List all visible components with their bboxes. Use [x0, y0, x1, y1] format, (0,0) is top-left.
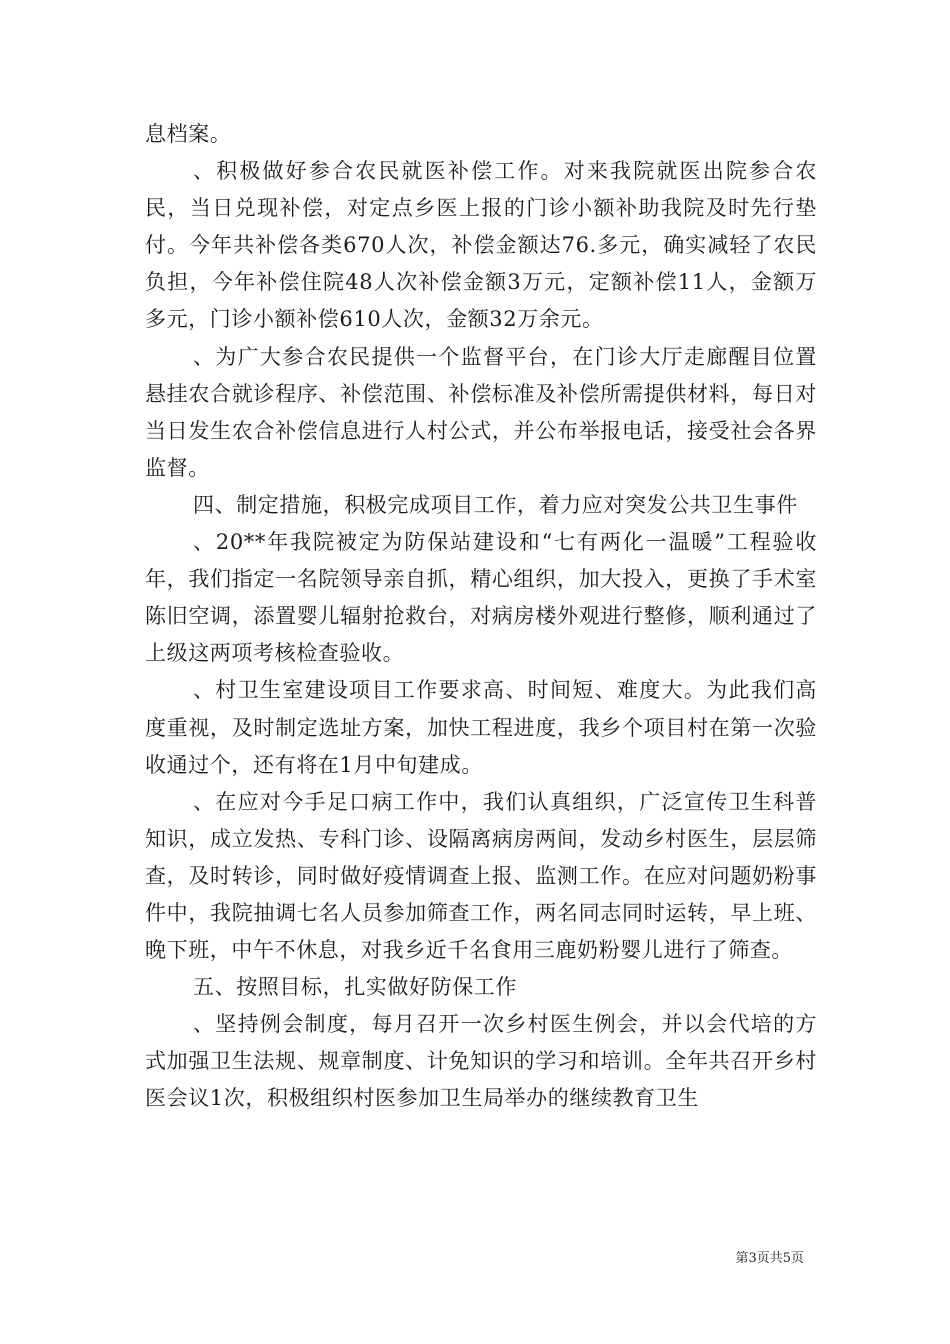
paragraph: 、在应对今手足口病工作中，我们认真组织，广泛宣传卫生科普知识，成立发热、专科门诊、设隔离病房两间，发动乡村医生，层层筛查，及时转诊，同时做好疫情调查上报、监测工作。在应对问题奶粉事件中，我院抽调七名人员参加筛查工作，两名同志同时运转，早上班、晚下班，中午不休息，对我乡近千名食用三鹿奶粉婴儿进行了筛查。 — [145, 789, 817, 963]
section-heading: 四、制定措施，积极完成项目工作，着力应对突发公共卫生事件 — [193, 492, 798, 517]
section-heading: 五、按照目标，扎实做好防保工作 — [193, 975, 517, 1000]
paragraph: 、20**年我院被定为防保站建设和“七有两化一温暖”工程验收年，我们指定一名院领导亲自抓，精心组织，加大投入，更换了手术室陈旧空调，添置婴儿辐射抢救台，对病房楼外观进行整修，顺利通过了上级这两项考核检查验收。 — [145, 530, 817, 666]
paragraph-continuation: 息档案。 — [145, 122, 232, 146]
paragraph: 、积极做好参合农民就医补偿工作。对来我院就医出院参合农民，当日兑现补偿，对定点乡医上报的门诊小额补助我院及时先行垫付。今年共补偿各类670人次，补偿金额达76.多元，确实减轻了农民负担，今年补偿住院48人次补偿金额3万元，定额补偿11人，金额万多元，门诊小额补偿610人次，金额32万余元。 — [145, 159, 817, 332]
page-number: 第3页共5页 — [735, 1251, 804, 1266]
paragraph: 、为广大参合农民提供一个监督平台，在门诊大厅走廊醒目位置悬挂农合就诊程序、补偿范围、补偿标准及补偿所需提供材料，每日对当日发生农合补偿信息进行人村公式，并公布举报电话，接受社会各界监督。 — [145, 344, 817, 480]
paragraph: 、村卫生室建设项目工作要求高、时间短、难度大。为此我们高度重视，及时制定选址方案，加快工程进度，我乡个项目村在第一次验收通过个，还有将在1月中旬建成。 — [145, 678, 817, 777]
paragraph: 、坚持例会制度，每月召开一次乡村医生例会，并以会代培的方式加强卫生法规、规章制度、计免知识的学习和培训。全年共召开乡村医会议1次，积极组织村医参加卫生局举办的继续教育卫生 — [145, 1012, 817, 1111]
document-body — [145, 116, 817, 1118]
